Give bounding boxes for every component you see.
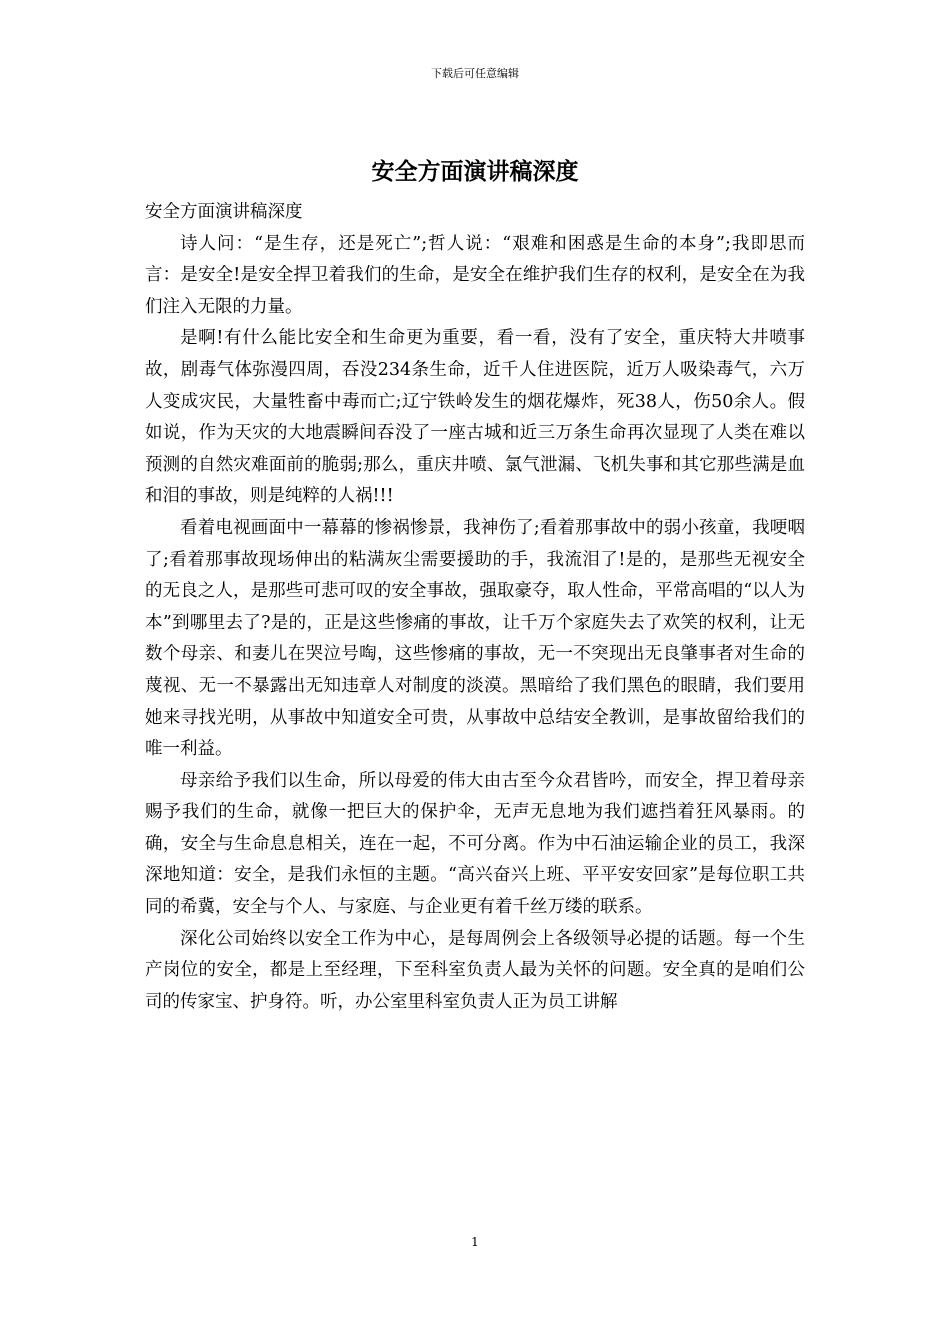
document-title: 安全方面演讲稿深度 [371,158,579,185]
header-note: 下载后可任意编辑 [431,67,519,80]
document-body [145,197,805,1018]
paragraph: 母亲给予我们以生命，所以母爱的伟大由古至今众君皆吟，而安全，捍卫着母亲赐予我们的生命，就像一把巨大的保护伞，无声无息地为我们遮挡着狂风暴雨。的确，安全与生命息息相关，连在一起，不可分离。作为中石油运输企业的员工，我深深地知道：安全，是我们永恒的主题。“高兴奋兴上班、平平安安回家”是每位职工共同的希冀，安全与个人、与家庭、与企业更有着千丝万缕的联系。 [145,770,805,918]
paragraph: 看着电视画面中一幕幕的惨祸惨景，我神伤了;看着那事故中的弱小孩童，我哽咽了;看着那事故现场伸出的粘满灰尘需要援助的手，我流泪了!是的，是那些无视安全的无良之人，是那些可悲可叹的安全事故，强取豪夺，取人性命，平常高唱的“以人为本”到哪里去了?是的，正是这些惨痛的事故，让千万个家庭失去了欢笑的权利，让无数个母亲、和妻儿在哭泣号啕，这些惨痛的事故，无一不突现出无良肇事者对生命的蔑视、无一不暴露出无知违章人对制度的淡漠。黑暗给了我们黑色的眼睛，我们要用她来寻找光明，从事故中知道安全可贵，从事故中总结安全教训，是事故留给我们的唯一利益。 [145,517,805,760]
paragraph: 深化公司始终以安全工作为中心，是每周例会上各级领导必提的话题。每一个生产岗位的安全，都是上至经理，下至科室负责人最为关怀的问题。安全真的是咱们公司的传家宝、护身符。听，办公室里科室负责人正为员工讲解 [145,928,805,1012]
page-number: 1 [471,1235,479,1249]
paragraph: 诗人问：“是生存，还是死亡”;哲人说：“艰难和困惑是生命的本身”;我即思而言：是安全!是安全捍卫着我们的生命，是安全在维护我们生存的权利，是安全在为我们注入无限的力量。 [145,233,805,317]
document-subtitle: 安全方面演讲稿深度 [145,202,303,222]
paragraph: 是啊!有什么能比安全和生命更为重要，看一看，没有了安全，重庆特大井喷事故，剧毒气体弥漫四周，吞没234条生命，近千人住进医院，近万人吸染毒气，六万人变成灾民，大量牲畜中毒而亡;辽宁铁岭发生的烟花爆炸，死38人，伤50余人。假如说，作为天灾的大地震瞬间吞没了一座古城和近三万条生命再次显现了人类在难以预测的自然灾难面前的脆弱;那么，重庆井喷、氯气泄漏、飞机失事和其它那些满是血和泪的事故，则是纯粹的人祸!!! [145,328,805,507]
